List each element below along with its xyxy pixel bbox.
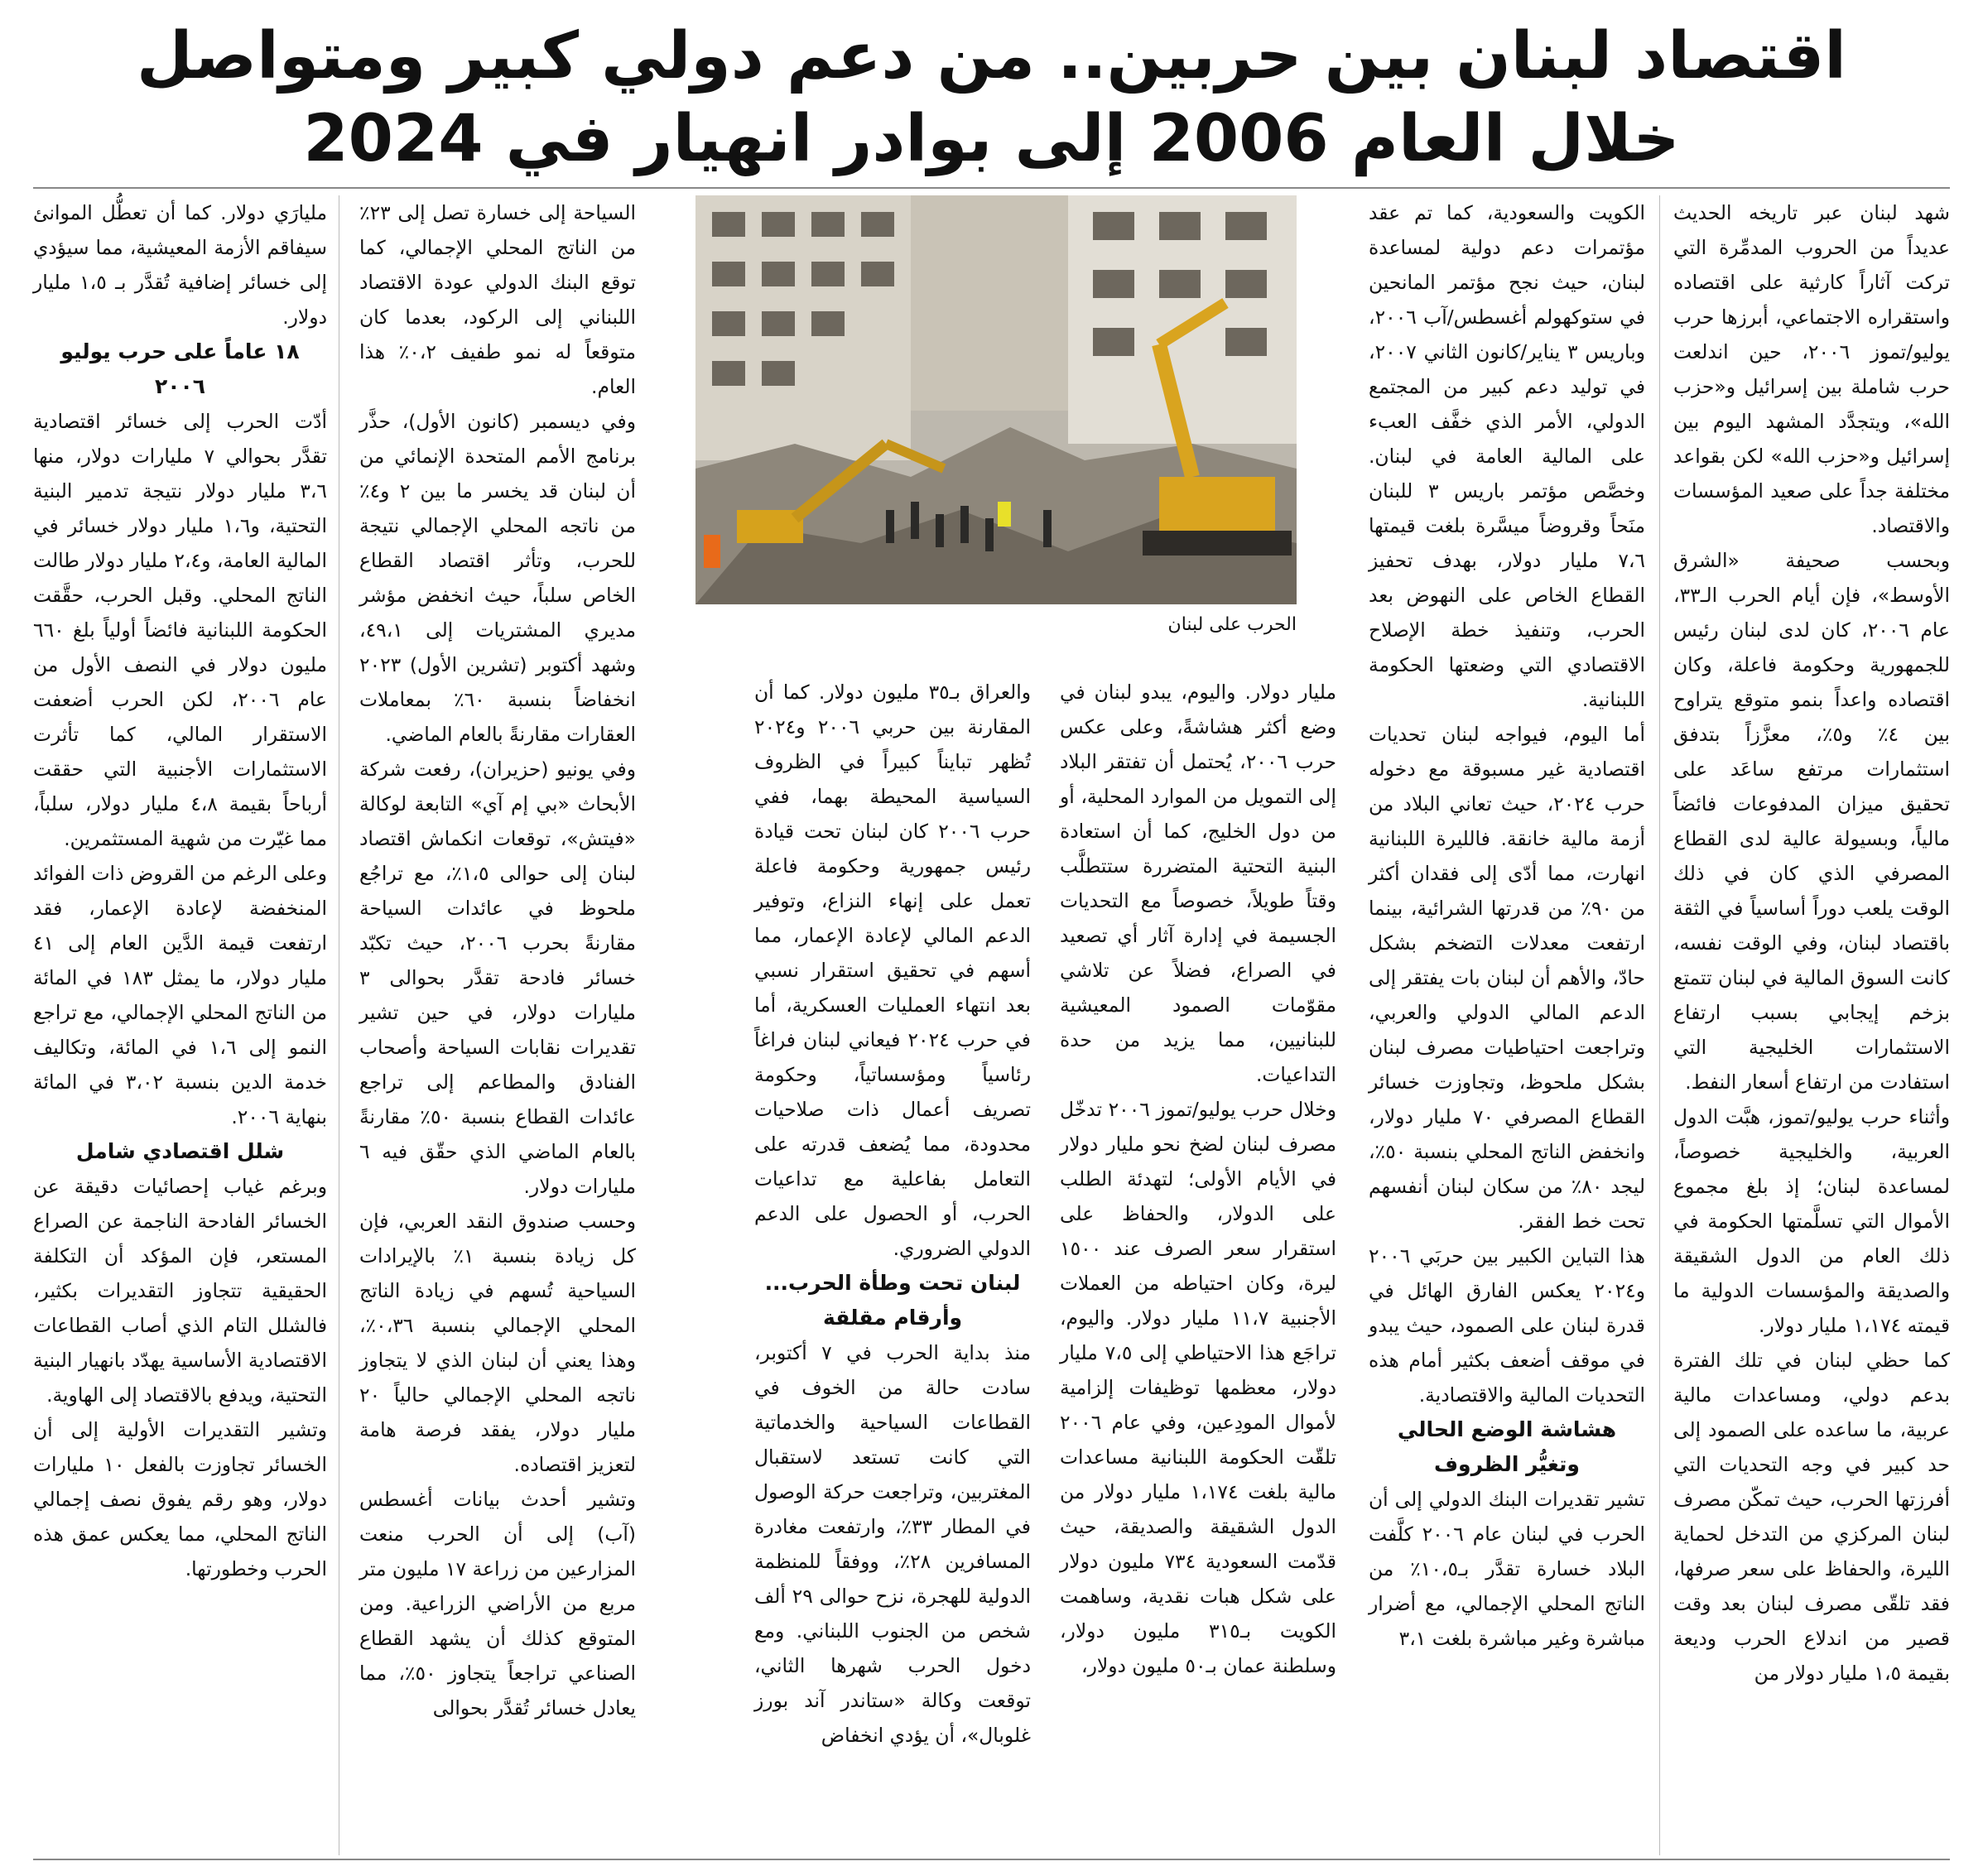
top-rule [33, 187, 1950, 189]
paragraph: وحسب صندوق النقد العربي، فإن كل زيادة بنسبة ١٪ بالإيرادات السياحية تُسهم في زيادة الناتج المحلي الإجمالي بنسبة ٠،٣٦٪، وهذا يعني أن لبنان الذي لا يتجاوز ناتجه المحلي الإجمالي حالياً ٢٠ مليار دولار، يفقد فرصة هامة لتعزيز اقتصاده. [359, 1210, 636, 1476]
column-divider [1659, 195, 1660, 1855]
paragraph: مليارَي دولار. كما أن تعطُّل الموانئ سيفاقم الأزمة المعيشية، مما سيؤدي إلى خسائر إضافية تُقدَّر بـ ١،٥ مليار دولار. [33, 201, 327, 329]
paragraph: منذ بداية الحرب في ٧ أكتوبر، سادت حالة من الخوف في القطاعات السياحية والخدماتية التي كانت تستعد لاستقبال المغتربين، وتراجعت حركة الوصول في المطار ٣٣٪، وارتفعت مغادرة المسافرين ٢٨٪، ووفقاً للمنظمة الدولية للهجرة، نزح حوالى ٢٩ ألف شخص من الجنوب اللبناني. ومع دخول الحرب شهرها الثاني، توقعت وكالة «ستاندر آند بورز غلوبال»، أن يؤدي انخفاض [754, 1341, 1032, 1747]
war-photo [695, 195, 1297, 604]
paragraph: وفي يونيو (حزيران)، رفعت شركة الأبحاث «بي إم آي» التابعة لوكالة «فيتش»، توقعات انكماش اقتصاد لبنان إلى حوالى ١،٥٪، مع تراجُع ملحوظ في عائدات السياحة مقارنةً بحرب ٢٠٠٦، حيث تكبّد خسائر فادحة تقدَّر بحوالى ٣ مليارات دولار، في حين تشير تقديرات نقابات السياحة وأصحاب الفنادق والمطاعم إلى تراجع عائدات القطاع بنسبة ٥٠٪ مقارنةً بالعام الماضي الذي حقّق فيه ٦ مليارات دولار. [359, 758, 636, 1198]
paragraph: وخلال حرب يوليو/تموز ٢٠٠٦ تدخّل مصرف لبنان لضخ نحو مليار دولار في الأيام الأولى؛ لتهدئة الطلب على الدولار، والحفاظ على استقرار سعر الصرف عند ١٥٠٠ ليرة، وكان احتياطه من العملات الأجنبية ١١،٧ مليار دولار. واليوم، تراجَع هذا الاحتياطي إلى ٧،٥ مليار دولار، معظمها توظيفات إلزامية لأموال المودِعين، وفي عام ٢٠٠٦ تلقّت الحكومة اللبنانية مساعدات مالية بلغت ١،١٧٤ مليار دولار من الدول الشقيقة والصديقة، حيث قدّمت السعودية ٧٣٤ مليون دولار على شكل هبات نقدية، وساهمت الكويت بـ٣١٥ مليون دولار، وسلطنة عمان بـ٥٠ مليون دولار، [1060, 1098, 1337, 1677]
article-column-4 [754, 675, 1031, 1753]
article-column-2 [1369, 195, 1645, 1656]
paragraph: وأثناء حرب يوليو/تموز، هبَّت الدول العربية، والخليجية خصوصاً، لمساعدة لبنان؛ إذ بلغ مجموع الأموال التي تسلَّمتها الحكومة في ذلك العام من الدول الشقيقة والصديقة والمؤسسات الدولية ما قيمته ١،١٧٤ مليار دولار. [1673, 1105, 1950, 1337]
paragraph: الكويت والسعودية، كما تم عقد مؤتمرات دعم دولية لمساعدة لبنان، حيث نجح مؤتمر المانحين في ستوكهولم أغسطس/آب ٢٠٠٦، وباريس ٣ يناير/كانون الثاني ٢٠٠٧، في توليد دعم كبير من المجتمع الدولي، الأمر الذي خفَّف العبء على المالية العامة في لبنان. وخصَّص مؤتمر باريس ٣ للبنان منَحاً وقروضاً ميسَّرة بلغت قيمتها ٧،٦ مليار دولار، بهدف تحفيز القطاع الخاص على النهوض بعد الحرب، وتنفيذ خطة الإصلاح الاقتصادي التي وضعتها الحكومة اللبنانية. [1369, 201, 1645, 711]
paragraph: تشير تقديرات البنك الدولي إلى أن الحرب في لبنان عام ٢٠٠٦ كلَّفت البلاد خسارة تقدَّر بـ١٠،٥٪ من الناتج المحلي الإجمالي، مع أضرار مباشرة وغير مباشرة بلغت ٣،١ [1369, 1488, 1645, 1650]
paragraph: وعلى الرغم من القروض ذات الفوائد المنخفضة لإعادة الإعمار، فقد ارتفعت قيمة الدَّين العام إلى ٤١ مليار دولار، ما يمثل ١٨٣ في المائة من الناتج المحلي الإجمالي، مع تراجع النمو إلى ١،٦ في المائة، وتكاليف خدمة الدين بنسبة ٣،٠٢ في المائة بنهاية ٢٠٠٦. [33, 862, 327, 1128]
paragraph: شهد لبنان عبر تاريخه الحديث عديداً من الحروب المدمِّرة التي تركت آثاراً كارثية على اقتصاده واستقراره الاجتماعي، أبرزها حرب يوليو/تموز ٢٠٠٦، حين اندلعت حرب شاملة بين إسرائيل و«حزب الله»، ويتجدَّد المشهد اليوم بين إسرائيل و«حزب الله» لكن بقواعد مختلفة جداً على صعيد المؤسسات والاقتصاد. [1673, 201, 1950, 537]
paragraph: كما حظي لبنان في تلك الفترة بدعم دولي، ومساعدات مالية عربية، ما ساعده على الصمود إلى حد كبير في وجه التحديات التي أفرزتها الحرب، حيث تمكّن مصرف لبنان المركزي من التدخل لحماية الليرة، والحفاظ على سعر صرفها، فقد تلقّى مصرف لبنان بعد وقت قصير من اندلاع الحرب وديعة بقيمة ١،٥ مليار دولار من [1673, 1349, 1950, 1685]
article-column-6 [33, 195, 327, 1586]
paragraph: وتشير أحدث بيانات أغسطس (آب) إلى أن الحرب منعت المزارعين من زراعة ١٧ مليون متر مربع من الأراضي الزراعية. ومن المتوقع كذلك أن يشهد القطاع الصناعي تراجعاً يتجاوز ٥٠٪، مما يعادل خسائر تُقدَّر بحوالى [359, 1488, 636, 1720]
headline [33, 15, 1950, 180]
paragraph: أما اليوم، فيواجه لبنان تحديات اقتصادية غير مسبوقة مع دخوله حرب ٢٠٢٤، حيث تعاني البلاد من أزمة مالية خانقة. فالليرة اللبنانية انهارت، مما أدّى إلى فقدان أكثر من ٩٠٪ من قدرتها الشرائية، بينما ارتفعت معدلات التضخم بشكل حادّ، والأهم أن لبنان بات يفتقر إلى الدعم المالي الدولي والعربي، وتراجعت احتياطيات مصرف لبنان بشكل ملحوظ، وتجاوزت خسائر القطاع المصرفي ٧٠ مليار دولار، وانخفض الناتج المحلي بنسبة ٥٠٪، ليجد ٨٠٪ من سكان لبنان أنفسهم تحت خط الفقر. [1369, 723, 1645, 1233]
paragraph: هذا التباين الكبير بين حربَي ٢٠٠٦ و٢٠٢٤ يعكس الفارق الهائل في قدرة لبنان على الصمود، حيث يبدو في موقف أضعف بكثير أمام هذه التحديات المالية والاقتصادية. [1369, 1244, 1645, 1407]
subheading: ١٨ عاماً على حرب يوليو ٢٠٠٦ [60, 339, 300, 398]
subheading: شلل اقتصادي شامل [75, 1139, 285, 1163]
subheading: هشاشة الوضع الحالي وتغيُّر الظروف [1397, 1417, 1617, 1476]
photo-caption: الحرب على لبنان [1167, 614, 1297, 635]
headline-line-2: خلال العام 2006 إلى بوادر انهيار في 2024 [303, 102, 1680, 176]
paragraph: السياحة إلى خسارة تصل إلى ٢٣٪ من الناتج المحلي الإجمالي، كما توقع البنك الدولي عودة الاقتصاد اللبناني إلى الركود، بعدما كان متوقعاً له نمو طفيف ٠،٢٪ هذا العام. [359, 201, 636, 398]
paragraph: والعراق بـ٣٥ مليون دولار. كما أن المقارنة بين حربي ٢٠٠٦ و٢٠٢٤ تُظهر تبايناً كبيراً في الظروف السياسية المحيطة بهما، ففي حرب ٢٠٠٦ كان لبنان تحت قيادة رئيس جمهورية وحكومة فاعلة تعمل على إنهاء النزاع، وتوفير الدعم المالي لإعادة الإعمار، مما أسهم في تحقيق استقرار نسبي بعد انتهاء العمليات العسكرية، أما في حرب ٢٠٢٤ فيعاني لبنان فراغاً رئاسياً ومؤسساتياً، وحكومة تصريف أعمال ذات صلاحيات محدودة، مما يُضعف قدرته على التعامل بفاعلية مع تداعيات الحرب، أو الحصول على الدعم الدولي الضروري. [754, 681, 1032, 1260]
paragraph: وفي ديسمبر (كانون الأول)، حذَّر برنامج الأمم المتحدة الإنمائي من أن لبنان قد يخسر ما بين ٢ و٤٪ من ناتجه المحلي الإجمالي نتيجة للحرب، وتأثر اقتصاد القطاع الخاص سلباً، حيث انخفض مؤشر مديري المشتريات إلى ٤٩،١، وشهد أكتوبر (تشرين الأول) ٢٠٢٣ انخفاضاً بنسبة ٦٠٪ بمعاملات العقارات مقارنةً بالعام الماضي. [359, 410, 637, 746]
paragraph: وبرغم غياب إحصائيات دقيقة عن الخسائر الفادحة الناجمة عن الصراع المستعر، فإن المؤكد أن التكلفة الحقيقية تتجاوز التقديرات بكثير، فالشلل التام الذي أصاب القطاعات الاقتصادية الأساسية يهدّد بانهيار البنية التحتية، ويدفع بالاقتصاد إلى الهاوية. [33, 1175, 327, 1407]
article-column-1 [1673, 195, 1950, 1691]
article-column-3 [1060, 675, 1336, 1683]
paragraph: وبحسب صحيفة «الشرق الأوسط»، فإن أيام الحرب الـ٣٣، عام ٢٠٠٦، كان لدى لبنان رئيس للجمهورية وحكومة فاعلة، وكان اقتصاده واعداً بنمو متوقع يتراوح بين ٤٪ و٥٪، معزَّزاً بتدفق استثمارات مرتفع ساعَد على تحقيق ميزان المدفوعات فائضاً مالياً، وبسيولة عالية لدى القطاع المصرفي الذي كان في ذلك الوقت يلعب دوراً أساسياً في الثقة باقتصاد لبنان، وفي الوقت نفسه، كانت السوق المالية في لبنان تتمتع بزخم إيجابي بسبب ارتفاع الاستثمارات الخليجية التي استفادت من ارتفاع أسعار النفط. [1673, 549, 1950, 1094]
article-column-5 [359, 195, 636, 1725]
headline-line-1: اقتصاد لبنان بين حربين.. من دعم دولي كبير ومتواصل [136, 19, 1847, 94]
paragraph: وتشير التقديرات الأولية إلى أن الخسائر تجاوزت بالفعل ١٠ مليارات دولار، وهو رقم يفوق نصف إجمالي الناتج المحلي، مما يعكس عمق هذه الحرب وخطورتها. [33, 1418, 327, 1580]
bottom-rule [33, 1859, 1950, 1860]
rubble-image [695, 195, 1297, 604]
subheading: لبنان تحت وطأة الحرب... وأرقام مقلقة [764, 1271, 1021, 1330]
paragraph: مليار دولار. واليوم، يبدو لبنان في وضع أكثر هشاشةً، وعلى عكس حرب ٢٠٠٦، يُحتمل أن تفتقر البلاد إلى التمويل من الموارد المحلية، أو من دول الخليج، كما أن استعادة البنية التحتية المتضررة ستتطلَّب وقتاً طويلاً، خصوصاً مع التحديات الجسيمة في إدارة آثار أي تصعيد في الصراع، فضلاً عن تلاشي مقوّمات الصمود المعيشية للبنانيين، مما يزيد من حدة التداعيات. [1060, 681, 1336, 1086]
paragraph: أدّت الحرب إلى خسائر اقتصادية تقدَّر بحوالي ٧ مليارات دولار، منها ٣،٦ مليار دولار نتيجة تدمير البنية التحتية، و١،٦ مليار دولار خسائر في المالية العامة، و٢،٤ مليار دولار طالت الناتج المحلي. وقبل الحرب، حقَّقت الحكومة اللبنانية فائضاً أولياً بلغ ٦٦٠ مليون دولار في النصف الأول من عام ٢٠٠٦، لكن الحرب أضعفت الاستقرار المالي، كما تأثرت الاستثمارات الأجنبية التي حققت أرباحاً بقيمة ٤،٨ مليار دولار، سلباً، مما غيّرت من شهية المستثمرين. [33, 410, 327, 850]
